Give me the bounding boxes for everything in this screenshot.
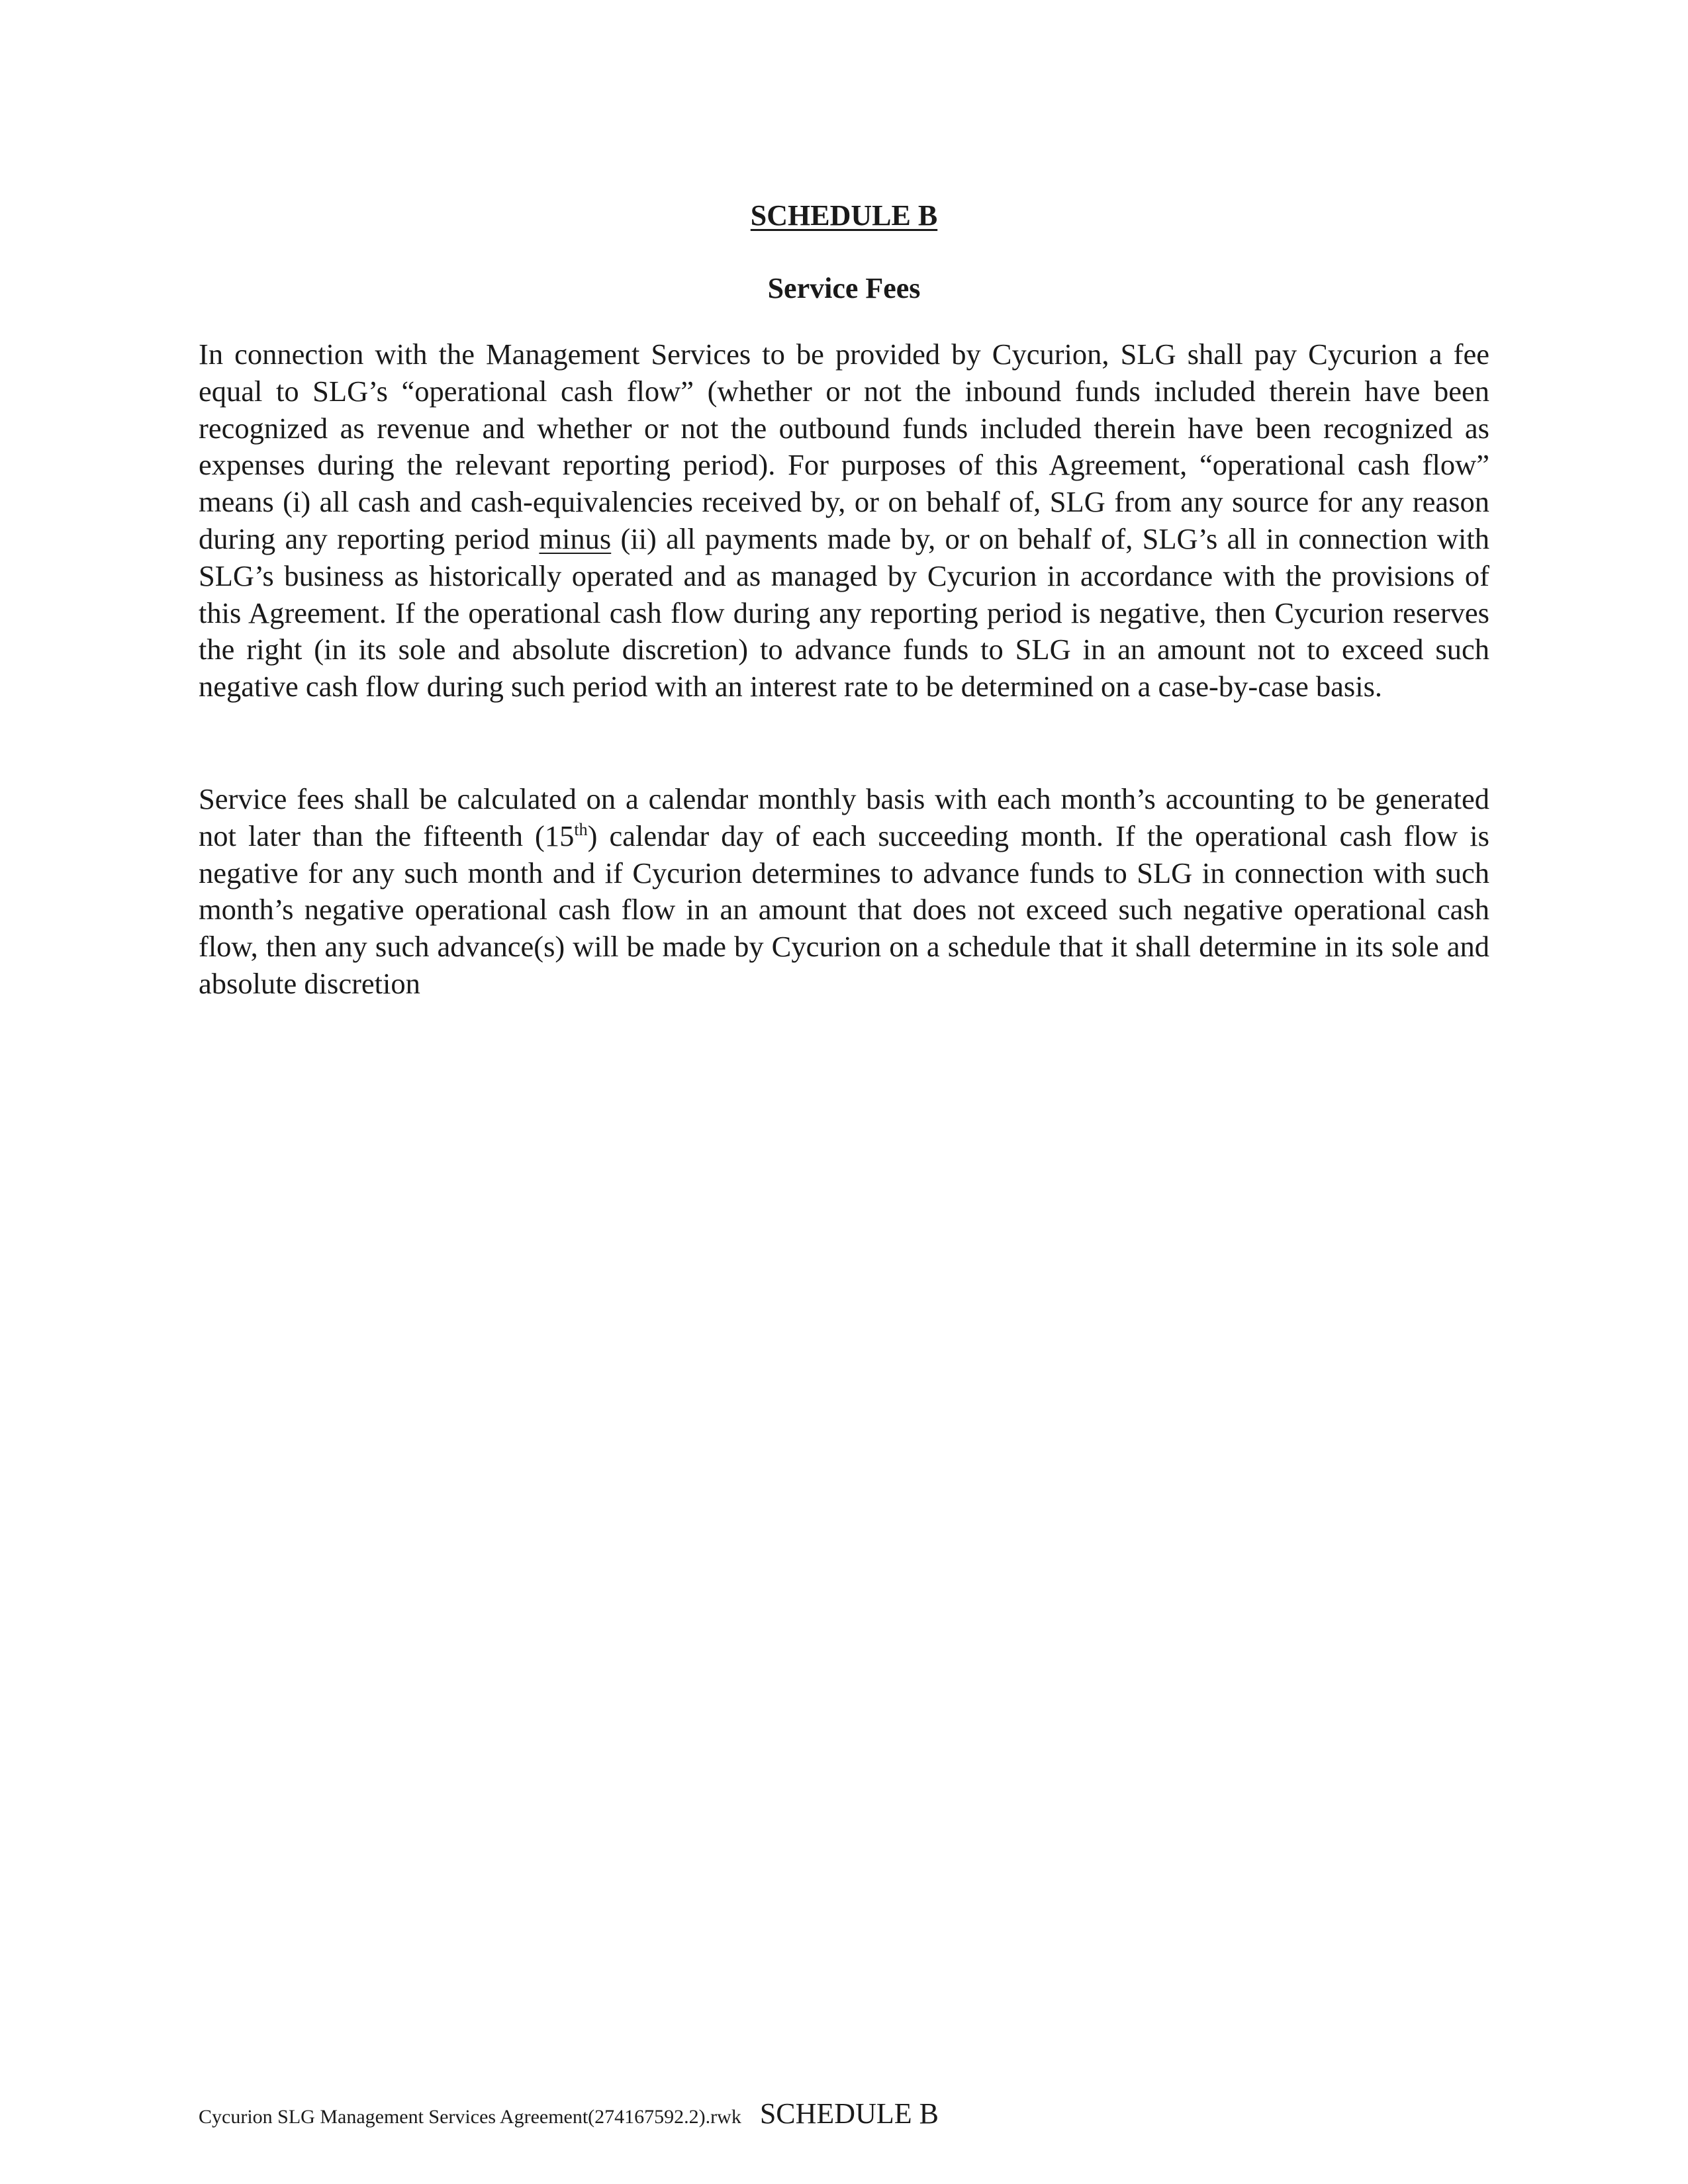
paragraph1-text-start: In connection with the Management Services to be provided by Cycurion, SLG shall pay Cycurion a fee equal to SLG’s “operational cash flow” (whether or not the inbound funds included therein have been recognized as revenue and whether or not the outbound funds included therein have been recognized as expenses during the relevant reporting period). For purposes of this Agreement, “operational cash flow” means (i) all cash and cash-equivalencies received by, or on behalf of, SLG from any source for any reason during any reporting period — [199, 338, 1489, 555]
page-footer — [199, 2097, 939, 2130]
schedule-title-text: SCHEDULE B — [750, 199, 938, 232]
minus-underlined-term: minus — [539, 522, 612, 555]
paragraph1-text-end: (ii) all payments made by, or on behalf of, SLG’s all in connection with SLG’s business as historically operated and as managed by Cycurion in accordance with the provisions of this Agreement. If the operational cash flow during any reporting period is negative, then Cycurion reserves the right (in its sole and absolute discretion) to advance funds to SLG in an amount not to exceed such negative cash flow during such period with an interest rate to be determined on a case-by-case basis. — [199, 522, 1489, 704]
footer-schedule-label: SCHEDULE B — [759, 2097, 939, 2130]
schedule-title — [0, 196, 1688, 236]
paragraph-service-fee-definition — [199, 336, 1489, 705]
paragraph2-text-start: Service fees shall be calculated on a calendar monthly basis with each month’s accounting to be generated not later than the fifteenth (15 — [199, 782, 1489, 852]
section-subtitle: Service Fees — [767, 272, 921, 304]
ordinal-superscript: th — [574, 819, 588, 839]
paragraph2-text-end: ) calendar day of each succeeding month. If the operational cash flow is negative for any such month and if Cycurion determines to advance funds to SLG in connection with such month’s negative operational cash flow in an amount that does not exceed such negative operational cash flow, then any such advance(s) will be made by Cycurion on a schedule that it shall determine in its sole and absolute discretion — [199, 819, 1489, 1000]
paragraph-fee-calculation — [199, 781, 1489, 1003]
footer-document-reference: Cycurion SLG Management Services Agreement(274167592.2).rwk — [199, 2106, 741, 2128]
